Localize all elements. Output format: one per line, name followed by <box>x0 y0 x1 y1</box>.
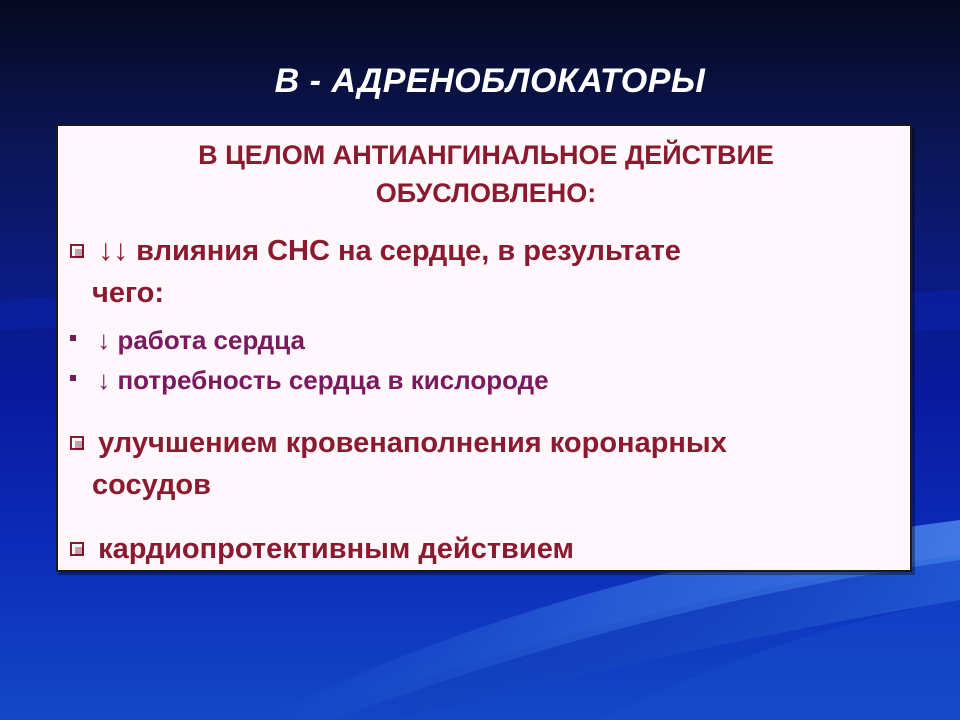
content-box <box>56 124 912 572</box>
list-item-sns <box>70 230 900 314</box>
slide-title: В - АДРЕНОБЛОКАТОРЫ <box>274 62 706 100</box>
sub-item-heart-work <box>70 322 900 358</box>
square-bullet-icon <box>70 375 76 381</box>
checkbox-icon <box>70 244 84 258</box>
list-item-continuation: чего: <box>92 277 165 309</box>
checkbox-icon <box>70 436 84 450</box>
list-item-text: влияния СНС на сердце, в результате <box>136 235 681 267</box>
double-down-arrow-icon: ↓↓ <box>98 234 129 267</box>
down-arrow-icon: ↓ <box>97 325 111 355</box>
list-item-coronary <box>70 422 900 506</box>
box-heading-line1: В ЦЕЛОМ АНТИАНГИНАЛЬНОЕ ДЕЙСТВИЕ <box>198 140 774 170</box>
down-arrow-icon: ↓ <box>97 365 111 395</box>
sub-item-text: потребность сердца в кислороде <box>117 365 549 395</box>
list-item-cardioprotective <box>70 528 900 570</box>
box-heading-line2: ОБУСЛОВЛЕНО: <box>375 178 597 208</box>
box-heading <box>58 136 914 212</box>
list-item-continuation: сосудов <box>92 469 211 501</box>
list-item-text: улучшением кровенаполнения коронарных <box>98 427 727 459</box>
checkbox-icon <box>70 542 84 556</box>
square-bullet-icon <box>70 335 76 341</box>
sub-item-text: работа сердца <box>117 325 305 355</box>
list-item-text: кардиопротективным действием <box>98 533 574 565</box>
sub-item-oxygen-demand <box>70 362 900 398</box>
